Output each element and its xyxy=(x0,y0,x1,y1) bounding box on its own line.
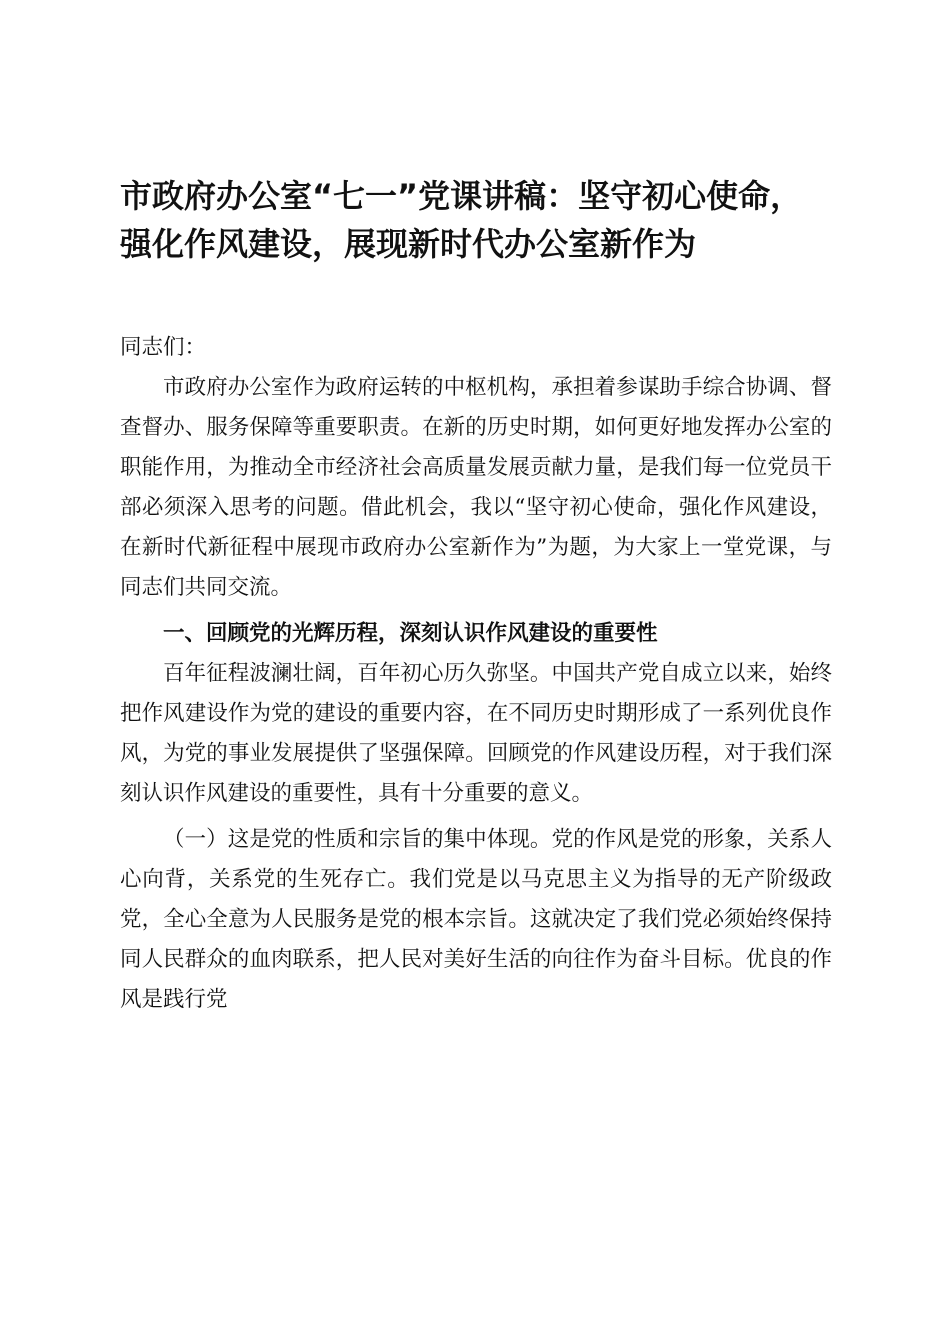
section-heading-1: 一、回顾党的光辉历程，深刻认识作风建设的重要性 xyxy=(163,621,658,646)
subsection-1-paragraph xyxy=(120,820,832,1020)
subsection-1-lead: （一）这是党的性质和宗旨的集中体现。 xyxy=(163,827,552,852)
subsection-1-text: 党的作风是党的形象，关系人心向背，关系党的生死存亡。我们党是以马克思主义为指导的无产阶级政党，全心全意为人民服务是党的根本宗旨。这就决定了我们党必须始终保持同人民群众的血肉联系，把人民对美好生活的向往作为奋斗目标。优良的作风是践行党 xyxy=(120,827,832,1012)
section-1-paragraph: 百年征程波澜壮阔，百年初心历久弥坚。中国共产党自成立以来，始终把作风建设作为党的建设的重要内容，在不同历史时期形成了一系列优良作风，为党的事业发展提供了坚强保障。回顾党的作风建设历程，对于我们深刻认识作风建设的重要性，具有十分重要的意义。 xyxy=(120,661,832,806)
document-title: 市政府办公室“七一”党课讲稿：坚守初心使命，强化作风建设，展现新时代办公室新作为 xyxy=(120,177,803,263)
greeting: 同志们： xyxy=(120,335,207,360)
intro-paragraph: 市政府办公室作为政府运转的中枢机构，承担着参谋助手综合协调、督查督办、服务保障等重要职责。在新的历史时期，如何更好地发挥办公室的职能作用，为推动全市经济社会高质量发展贡献力量，是我们每一位党员干部必须深入思考的问题。借此机会，我以“坚守初心使命，强化作风建设，在新时代新征程中展现市政府办公室新作为”为题，为大家上一堂党课，与同志们共同交流。 xyxy=(120,375,832,600)
document-page xyxy=(120,172,832,1020)
